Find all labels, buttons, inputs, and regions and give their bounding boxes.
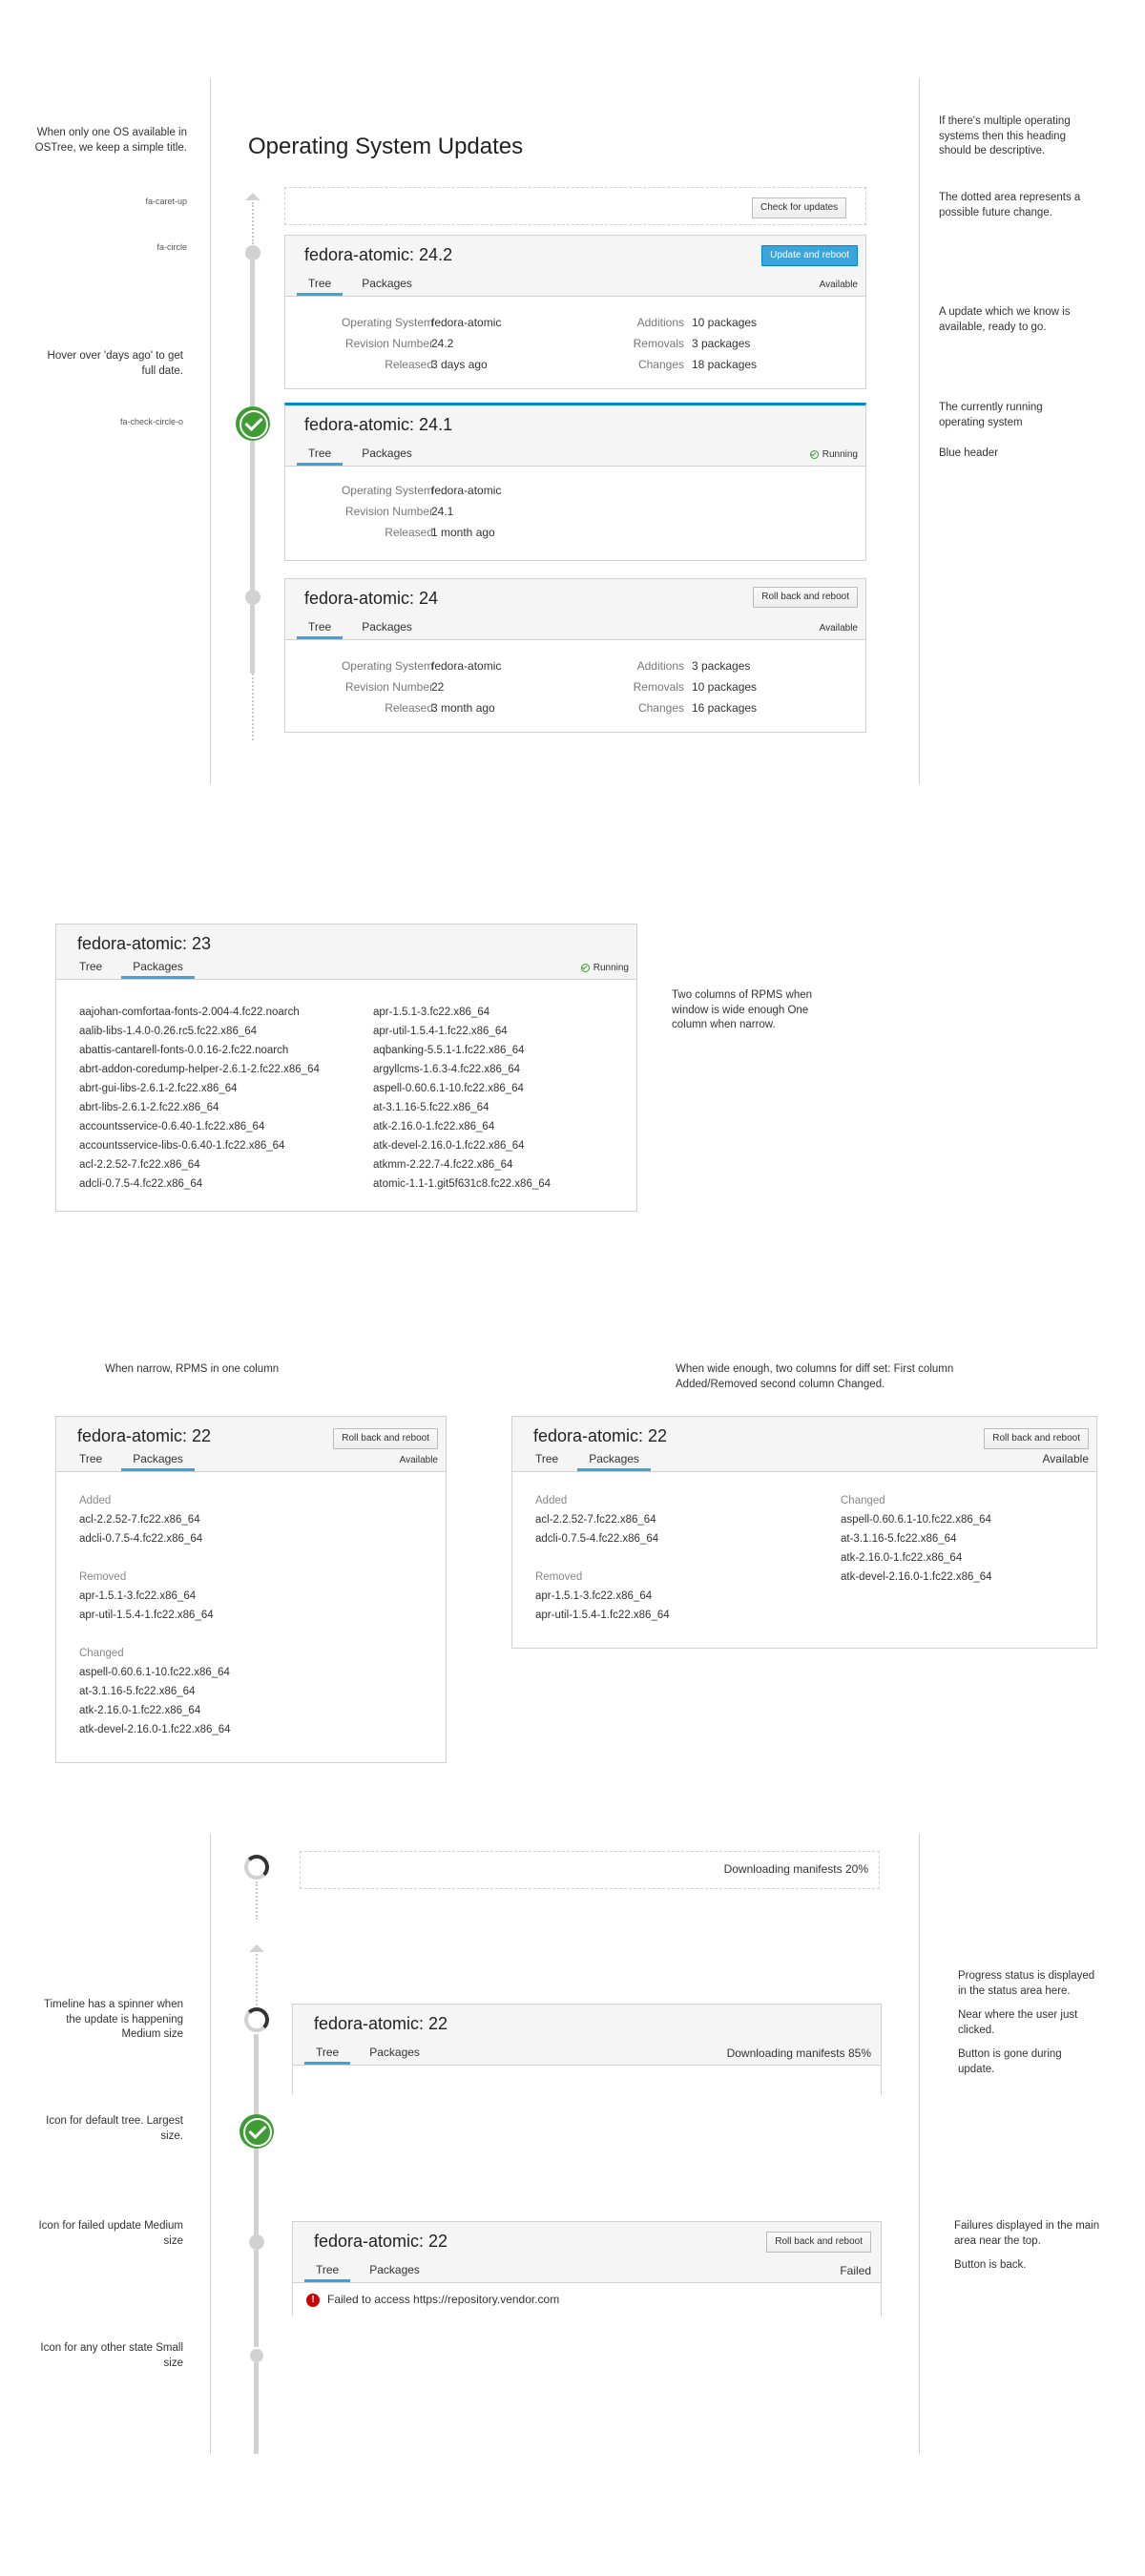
note-hover-days-ago: Hover over 'days ago' to get full date.: [47, 350, 183, 377]
released-label: Released: [385, 358, 433, 371]
os-card-22-narrow: [55, 1416, 447, 1763]
card-title: fedora-atomic: 22: [314, 2232, 448, 2251]
removals-label: Removals: [633, 337, 684, 350]
package-item: abrt-gui-libs-2.6.1-2.fc22.x86_64: [79, 1083, 238, 1094]
os-card-24-2: [284, 235, 866, 389]
exclamation-circle-icon: !: [306, 2294, 320, 2307]
note-update-available: A update which we know is available, ready to go.: [939, 306, 1071, 333]
card-header: [285, 405, 865, 467]
card-title: fedora-atomic: 22: [314, 2014, 448, 2033]
timeline-circle-icon: [245, 590, 260, 605]
package-item: abattis-cantarell-fonts-0.0.16-2.fc22.noarch: [79, 1045, 289, 1056]
additions-label: Additions: [636, 316, 684, 329]
note-fa-circle: fa-circle: [156, 242, 187, 252]
package-item: acl-2.2.52-7.fc22.x86_64: [79, 1514, 200, 1526]
package-item: at-3.1.16-5.fc22.x86_64: [373, 1102, 489, 1113]
note-simple-title: When only one OS available in OSTree, we keep a simple title.: [34, 127, 187, 154]
package-item: acl-2.2.52-7.fc22.x86_64: [79, 1159, 200, 1171]
revision-value: 24.1: [431, 505, 454, 518]
update-and-reboot-button[interactable]: Update and reboot: [761, 245, 858, 266]
tab-tree[interactable]: Tree: [304, 2044, 350, 2065]
timeline-line: [254, 2362, 259, 2454]
additions-label: Additions: [636, 659, 684, 673]
status-label: Available: [819, 623, 858, 634]
tab-tree[interactable]: Tree: [297, 445, 343, 466]
timeline-dotted-future: [252, 202, 254, 244]
note-progress-1: Progress status is displayed in the status area here.: [958, 1970, 1095, 1997]
package-item: aspell-0.60.6.1-10.fc22.x86_64: [79, 1667, 230, 1678]
card-tabs: [68, 1450, 202, 1471]
package-item: apr-1.5.1-3.fc22.x86_64: [373, 1007, 490, 1018]
status-label: Failed: [840, 2264, 871, 2277]
changed-label: Changed: [79, 1648, 124, 1659]
tab-tree[interactable]: Tree: [297, 275, 343, 296]
roll-back-and-reboot-button[interactable]: Roll back and reboot: [753, 587, 858, 608]
os-card-24-1: [284, 403, 866, 561]
right-divider: [919, 78, 920, 784]
card-header: [56, 924, 636, 980]
card-tabs: [297, 275, 431, 296]
note-two-columns: Two columns of RPMS when window is wide enough One column when narrow.: [672, 989, 813, 1031]
package-item: adcli-0.7.5-4.fc22.x86_64: [79, 1533, 203, 1545]
note-fa-check-circle-o: fa-check-circle-o: [119, 417, 183, 426]
changes-value: 18 packages: [692, 358, 758, 371]
card-header: [293, 2005, 881, 2066]
removed-label: Removed: [79, 1571, 127, 1583]
status-label: Available: [819, 280, 858, 290]
removals-label: Removals: [633, 680, 684, 694]
card-header: [512, 1417, 1096, 1472]
changes-label: Changes: [637, 701, 684, 715]
released-value[interactable]: 3 days ago: [431, 358, 488, 371]
package-list-col1: [79, 1003, 320, 1194]
note-currently-running: The currently running operating system: [939, 402, 1043, 428]
card-header: [56, 1417, 446, 1472]
package-item: atk-2.16.0-1.fc22.x86_64: [373, 1121, 495, 1132]
tab-packages[interactable]: Packages: [121, 958, 195, 979]
package-item: atk-devel-2.16.0-1.fc22.x86_64: [373, 1140, 525, 1152]
note-progress: [958, 1969, 1101, 2087]
timeline-circle-icon: [245, 245, 260, 260]
timeline-dotted-future: [256, 1881, 258, 1920]
note-wide: When wide enough, two columns for diff set: First column Added/Removed second column Changed.: [676, 1363, 954, 1390]
added-label: Added: [535, 1495, 568, 1506]
tab-tree[interactable]: Tree: [297, 618, 343, 639]
os-card-23-packages: [55, 924, 637, 1212]
card-title: fedora-atomic: 24.1: [304, 415, 453, 434]
note-dotted-area: The dotted area represents a possible future change.: [939, 192, 1081, 218]
tab-packages[interactable]: Packages: [362, 447, 412, 460]
os-value: fedora-atomic: [431, 316, 502, 329]
package-item: atk-2.16.0-1.fc22.x86_64: [79, 1705, 201, 1716]
status-label: Downloading manifests 85%: [726, 2046, 871, 2060]
card-title: fedora-atomic: 22: [77, 1426, 212, 1445]
package-list-col2: [373, 1003, 551, 1194]
card-title: fedora-atomic: 23: [77, 934, 212, 953]
timeline-caret-up-icon: [249, 1944, 264, 1952]
card-tabs: [297, 618, 431, 639]
package-item: apr-util-1.5.4-1.fc22.x86_64: [79, 1610, 214, 1621]
card-title: fedora-atomic: 22: [533, 1426, 668, 1445]
tab-packages[interactable]: Packages: [369, 2263, 420, 2276]
package-item: aspell-0.60.6.1-10.fc22.x86_64: [841, 1514, 991, 1526]
additions-value: 3 packages: [692, 659, 751, 673]
package-item: aspell-0.60.6.1-10.fc22.x86_64: [373, 1083, 524, 1094]
card-tabs: [297, 445, 431, 466]
os-card-22-downloading: [292, 2004, 882, 2095]
card-header: [285, 579, 865, 640]
status-label: Running: [593, 963, 629, 973]
revision-label: Revision Number: [344, 505, 433, 518]
changed-label: Changed: [841, 1495, 885, 1506]
tab-tree[interactable]: Tree: [304, 2261, 350, 2282]
package-item: aalib-libs-1.4.0-0.26.rc5.fc22.x86_64: [79, 1026, 258, 1037]
note-failure-2: Button is back.: [954, 2259, 1027, 2272]
card-tabs: [304, 2261, 431, 2282]
os-value: fedora-atomic: [431, 484, 502, 497]
note-other-state: Icon for any other state Small size: [40, 2342, 183, 2369]
tab-tree[interactable]: Tree: [79, 1452, 103, 1465]
released-value[interactable]: 1 month ago: [431, 526, 495, 539]
timeline-circle-icon: [249, 2234, 264, 2250]
status-running: [581, 963, 629, 973]
diff-list-added-removed: [535, 1491, 670, 1625]
check-circle-icon: [810, 450, 819, 459]
timeline-line: [250, 260, 255, 415]
roll-back-and-reboot-button[interactable]: Roll back and reboot: [766, 2232, 871, 2253]
timeline-line: [254, 2149, 259, 2242]
added-label: Added: [79, 1495, 112, 1506]
left-divider: [210, 1834, 211, 2454]
roll-back-and-reboot-button[interactable]: Roll back and reboot: [333, 1428, 438, 1449]
note-failed-update: Icon for failed update Medium size: [38, 2220, 183, 2247]
changes-value: 16 packages: [692, 701, 758, 715]
card-tabs: [524, 1450, 658, 1471]
timeline-dotted-future: [256, 1954, 258, 2005]
package-item: atk-devel-2.16.0-1.fc22.x86_64: [79, 1724, 231, 1735]
check-circle-icon: [581, 964, 590, 972]
os-card-24: [284, 578, 866, 733]
tab-packages[interactable]: Packages: [362, 277, 412, 290]
os-card-22-failed: [292, 2221, 882, 2316]
removals-value: 10 packages: [692, 680, 758, 694]
package-item: accountsservice-0.6.40-1.fc22.x86_64: [79, 1121, 265, 1132]
package-item: atk-devel-2.16.0-1.fc22.x86_64: [841, 1571, 992, 1583]
package-item: atkmm-2.22.7-4.fc22.x86_64: [373, 1159, 513, 1171]
note-default-tree: Icon for default tree. Largest size.: [46, 2115, 183, 2142]
card-tabs: [68, 958, 202, 979]
note-spinner: Timeline has a spinner when the update is happening Medium size: [44, 1999, 183, 2041]
note-descriptive-heading: If there's multiple operating systems then this heading should be descriptive.: [939, 115, 1071, 157]
note-failure: [954, 2219, 1107, 2283]
roll-back-and-reboot-button[interactable]: Roll back and reboot: [984, 1428, 1089, 1449]
timeline-circle-icon: [250, 2349, 263, 2362]
card-header: [293, 2222, 881, 2283]
additions-value: 10 packages: [692, 316, 758, 329]
package-item: at-3.1.16-5.fc22.x86_64: [79, 1686, 196, 1697]
package-item: apr-1.5.1-3.fc22.x86_64: [79, 1590, 197, 1602]
page-title: Operating System Updates: [248, 134, 524, 159]
error-text: Failed to access https://repository.vendor.com: [327, 2293, 560, 2306]
status-running: [810, 449, 858, 460]
timeline-line: [254, 2034, 259, 2126]
os-value: fedora-atomic: [431, 659, 502, 673]
check-circle-icon: [236, 406, 270, 441]
os-label: Operating System: [341, 659, 433, 673]
status-label: Available: [399, 1455, 438, 1465]
timeline-line: [250, 605, 255, 674]
card-title: fedora-atomic: 24: [304, 589, 439, 608]
package-item: accountsservice-libs-0.6.40-1.fc22.x86_64: [79, 1140, 285, 1152]
removed-label: Removed: [535, 1571, 583, 1583]
package-item: apr-util-1.5.4-1.fc22.x86_64: [535, 1610, 670, 1621]
changes-label: Changes: [637, 358, 684, 371]
timeline-line: [254, 2250, 259, 2347]
error-message: [306, 2293, 559, 2307]
revision-value: 22: [431, 680, 445, 694]
spinner-icon: [244, 2007, 269, 2032]
card-title: fedora-atomic: 24.2: [304, 245, 453, 264]
revision-label: Revision Number: [344, 680, 433, 694]
package-item: abrt-libs-2.6.1-2.fc22.x86_64: [79, 1102, 219, 1113]
package-item: adcli-0.7.5-4.fc22.x86_64: [79, 1178, 203, 1190]
check-circle-icon: [239, 2114, 274, 2149]
package-item: abrt-addon-coredump-helper-2.6.1-2.fc22.x86_64: [79, 1064, 320, 1075]
downloading-status: Downloading manifests 20%: [723, 1862, 868, 1876]
revision-label: Revision Number: [344, 337, 433, 350]
note-progress-2: Near where the user just clicked.: [958, 2009, 1078, 2036]
package-item: apr-1.5.1-3.fc22.x86_64: [535, 1590, 653, 1602]
os-label: Operating System: [341, 316, 433, 329]
package-item: adcli-0.7.5-4.fc22.x86_64: [535, 1533, 659, 1545]
note-failure-1: Failures displayed in the main area near the top.: [954, 2220, 1100, 2247]
check-for-updates-button[interactable]: Check for updates: [752, 197, 846, 218]
tab-packages[interactable]: Packages: [369, 2046, 420, 2059]
package-item: at-3.1.16-5.fc22.x86_64: [841, 1533, 957, 1545]
released-value[interactable]: 3 month ago: [431, 701, 495, 715]
released-label: Released: [385, 526, 433, 539]
timeline-dotted-past: [252, 674, 254, 740]
package-item: aqbanking-5.5.1-1.fc22.x86_64: [373, 1045, 525, 1056]
revision-value: 24.2: [431, 337, 454, 350]
package-item: apr-util-1.5.4-1.fc22.x86_64: [373, 1026, 508, 1037]
note-fa-caret-up: fa-caret-up: [145, 197, 187, 206]
card-tabs: [304, 2044, 431, 2065]
released-label: Released: [385, 701, 433, 715]
left-divider: [210, 78, 211, 784]
package-item: atk-2.16.0-1.fc22.x86_64: [841, 1552, 963, 1564]
diff-list-changed: [841, 1491, 992, 1587]
diff-list: [79, 1491, 231, 1739]
note-blue-header: Blue header: [939, 447, 999, 459]
timeline-caret-up-icon: [245, 193, 260, 200]
removals-value: 3 packages: [692, 337, 751, 350]
tab-tree[interactable]: Tree: [79, 960, 103, 973]
os-label: Operating System: [341, 484, 433, 497]
timeline-line: [250, 441, 255, 593]
package-item: atomic-1.1-1.git5f631c8.fc22.x86_64: [373, 1178, 552, 1190]
note-progress-3: Button is gone during update.: [958, 2048, 1062, 2075]
package-item: argyllcms-1.6.3-4.fc22.x86_64: [373, 1064, 521, 1075]
status-label: Available: [1042, 1452, 1089, 1465]
tab-packages[interactable]: Packages: [577, 1450, 651, 1471]
tab-tree[interactable]: Tree: [535, 1452, 559, 1465]
right-divider: [919, 1834, 920, 2454]
package-item: acl-2.2.52-7.fc22.x86_64: [535, 1514, 656, 1526]
status-label: Running: [822, 449, 858, 460]
spinner-icon: [244, 1855, 269, 1880]
note-narrow: When narrow, RPMS in one column: [105, 1363, 280, 1375]
tab-packages[interactable]: Packages: [121, 1450, 195, 1471]
card-header: [285, 236, 865, 297]
package-item: aajohan-comfortaa-fonts-2.004-4.fc22.noarch: [79, 1007, 300, 1018]
tab-packages[interactable]: Packages: [362, 620, 412, 634]
os-card-22-wide: [511, 1416, 1097, 1649]
